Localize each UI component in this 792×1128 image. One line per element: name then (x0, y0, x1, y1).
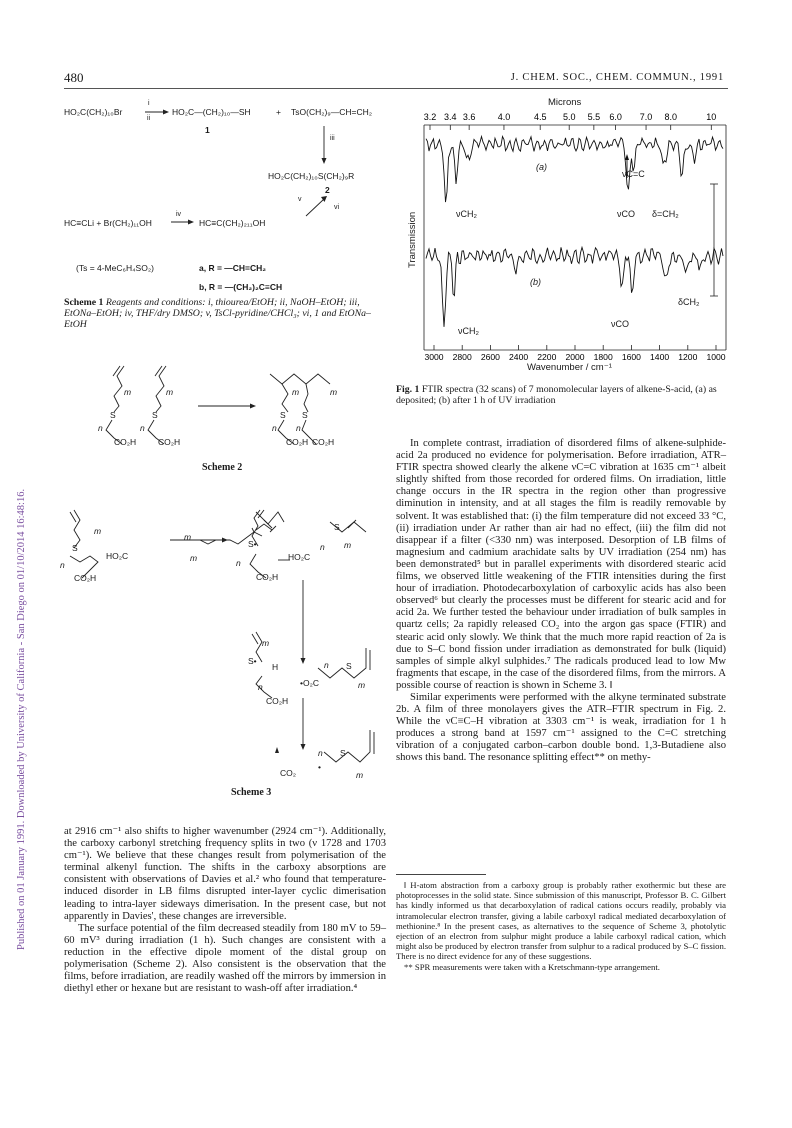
fig1-top-tick-label: 8.0 (664, 112, 677, 122)
compound-2-formula: HO₂C(CH₂)₁₀S(CH₂)₉R (268, 171, 355, 181)
scheme-3-n-1: n (60, 560, 65, 570)
scheme-2-acid-3: CO₂H (286, 437, 309, 447)
fig1-annotation-vco-b: νCO (611, 319, 629, 329)
fig1-bottom-tick-label: 2400 (509, 352, 529, 362)
fig1-bottom-tick-label: 2800 (452, 352, 472, 362)
fig1-bottom-tick-label: 1200 (678, 352, 698, 362)
ftir-spectra-chart (396, 108, 736, 388)
fig1-bottom-tick-label: 2600 (480, 352, 500, 362)
scheme-1-reactant: HO₂C(CH₂)₁₀Br (64, 107, 123, 117)
fig1-bottom-tick-label: 1800 (593, 352, 613, 362)
scheme-2-m-1: m (124, 387, 132, 397)
scheme-2-sulfur-1: S (110, 410, 116, 420)
r-group-b: b, R = —(CH₂)₂C≡CH (199, 282, 283, 292)
scheme-1-plus: + (276, 107, 281, 117)
scheme-1-step-ii: ii (147, 115, 151, 122)
fig1-annotation-vcc: νC=C (622, 169, 645, 179)
left-paragraph-2: The surface potential of the film decreased steadily from 180 mV to 59–60 mV³ during irradiation (1 h). Such changes are consistent with a reduction in the effective dipole moment of the distal group on polymerisation (Scheme 2). Also consistent is the observation that the films, before irradiation, are readily washed off the mirrors by immersion in diethyl ether or hexane but are resistant to wash-off after irradiation.⁴ (64, 922, 386, 995)
download-watermark (0, 0, 30, 1128)
fig1-bottom-tick-label: 1400 (650, 352, 670, 362)
r-group-a: a, R = —CH=CH₂ (199, 263, 267, 273)
scheme-1-alkyne-product: HC≡C(CH₂)₂₁₁OH (199, 218, 266, 228)
scheme-3-m-1: m (94, 526, 102, 536)
scheme-3-n-6: n (318, 748, 323, 758)
scheme-3-co2-released: CO₂ (280, 768, 297, 778)
scheme-3-m-5: m (262, 638, 270, 648)
scheme-3-carboxyl-radical: •O₂C (300, 678, 320, 688)
fig1-top-axis-title: Microns (548, 97, 582, 108)
scheme-1-step-vi: vi (334, 204, 340, 211)
scheme-2-m-2: m (166, 387, 174, 397)
scheme-3-n-2: n (320, 542, 325, 552)
footnotes (396, 880, 726, 972)
scheme-3-acid-2: CO₂H (256, 572, 279, 582)
scheme-3-n-4: n (324, 660, 329, 670)
fig1-caption (396, 384, 726, 406)
scheme-3-title: Scheme 3 (231, 787, 272, 798)
fig1-caption-text: FTIR spectra (32 scans) of 7 monomolecular layers of alkene-S-acid, (a) as deposited; (b) after 1 h of UV irradiation (396, 384, 717, 406)
scheme-1-caption-label: Scheme 1 (64, 297, 104, 308)
fig1-bottom-tick-label: 1000 (706, 352, 726, 362)
spectrum-b (426, 247, 723, 327)
fig1-x-label: Wavenumber / cm⁻¹ (527, 362, 612, 373)
fig1-annotation-dch2-b: δCH₂ (678, 297, 700, 307)
scheme-3-sulfur-4: S (340, 748, 346, 758)
scheme-1-thiol: HO₂C—(CH₂)₁₀—SH (172, 107, 251, 117)
scheme-2-acid-4: CO₂H (312, 437, 335, 447)
fig1-y-label-holder (407, 198, 421, 278)
fig1-annotation-dch2-a: δ=CH₂ (652, 209, 679, 219)
fig1-y-label: Transmission (407, 211, 418, 268)
scheme-2-m-3: m (292, 387, 300, 397)
fig1-top-tick-label: 4.5 (533, 112, 547, 122)
fig1-cc-arrowhead (625, 154, 629, 160)
fig1-top-tick-label: 7.0 (639, 112, 653, 122)
right-paragraph-2: Similar experiments were performed with the alkyne terminated substrate 2b. A film of three monolayers gives the ATR–FTIR spectrum in Fig. 2. While the νC≡C–H vibration at 3303 cm⁻¹ is weak, irradiation for 1 h produces a strong band at 1597 cm⁻¹ assigned to the C=C stretching vibration of a conjugated carbon–carbon double bond. 1,3-Butadiene also shows this band. The resonance splitting effect** on methy- (396, 691, 726, 764)
scheme-3-m-6: m (358, 680, 366, 690)
fig1-bottom-tick-label: 2000 (565, 352, 585, 362)
journal-header: J. CHEM. SOC., CHEM. COMMUN., 1991 (510, 72, 724, 83)
scheme-1-arrows (60, 96, 420, 266)
right-paragraph-1: In complete contrast, irradiation of disordered films of alkene-sulphide-acid 2a produced no evidence for polymerisation. Before irradiation, ATR–FTIR spectra showed clearly the alkene νC=C vibration at 1635 cm⁻¹ albeit slightly shifted from those recorded for ordered films. On irradiation, little change occurs in the IR spectra in the region other than progressive diminution in intensity, and at all stages the film is readily removable by solvent. It was established that: (i) the film temperature did not exceed 33 °C, (ii) irradiation under Ar rather than air had no effect, (iii) the film did not disappear if a filter (<330 nm) was interposed. Desorption of LB films of magnesium and cadmium arachidate salts by UV irradiation (254 nm) has been demonstrated⁵ but in parallel experiments with disordered stearic acid films, we observed little weakening of the FTIR intensities during the first hour of irradiation. Photodecarboxylation of carboxylic acids has also been observed⁶ but clearly the processes must be different for stearic acid and for acid 2a. We further tested the behaviour under irradiation of bulk samples in quartz cells; 2a rapidly released CO₂ into the argon gas space (FTIR) and stearic acid only slowly. We think that the much more rapid reaction of 2a is due to S–C bond fission under irradiation as demonstrated for bulk (liquid) samples of simple alkyl sulphides.⁷ The radicals produced lead to low Mw fragments that escape, in the case of the disordered films, from the mirrors. A possible course of reaction is shown in Scheme 3. ‖ (396, 438, 726, 691)
scheme-2-n-4: n (296, 423, 301, 433)
fig1-top-tick-label: 4.0 (497, 112, 511, 122)
fig1-bottom-tick-label: 3000 (424, 352, 444, 362)
fig1-top-tick-label: 6.0 (609, 112, 622, 122)
compound-label-1: 1 (205, 125, 210, 135)
scheme-3-n-3: n (236, 558, 241, 568)
scheme-3-acid-ho2c: HO₂C (106, 551, 129, 561)
scheme-1-step-iv: iv (176, 211, 182, 218)
scheme-2-n-2: n (140, 423, 145, 433)
scheme-3-m-4: m (344, 540, 352, 550)
left-paragraph-1: at 2916 cm⁻¹ also shifts to higher wavenumber (2924 cm⁻¹). Additionally, the carboxy carbonyl stretching frequency splits in two (ν 1728 and 1703 cm⁻¹). We believe that these changes result from polymerisation of the terminal alkenyl function. The shifts in the carboxy absorptions are consistent with observations of Davies et al.² who found that temperature-induced disorder in LB films disrupted inter-layer cyclic dimerisation leading to intra-layer sideways dimerisation. In the present case, but not apparently in Davies', these changes are irreversible. (64, 826, 386, 922)
fig1-annotation-vch2-b: νCH₂ (458, 326, 479, 336)
fig1-label-a: (a) (536, 162, 547, 172)
scheme-3-m-7: m (356, 770, 364, 780)
scheme-1-step-v: v (298, 196, 302, 203)
fig1-caption-label: Fig. 1 (396, 384, 420, 395)
scheme-3-acid-ho2c-2: HO₂C (288, 552, 311, 562)
tosyl-definition: (Ts = 4-MeC₆H₄SO₂) (76, 263, 154, 273)
fig1-label-b: (b) (530, 277, 541, 287)
fig1-annotation-vco-a: νCO (617, 209, 635, 219)
spectrum-a (426, 137, 723, 203)
scheme-2-acid-1: CO₂H (114, 437, 137, 447)
scheme-3-n-5: n (258, 682, 263, 692)
scheme-2-sulfur-4: S (302, 410, 308, 420)
header-rule (64, 88, 728, 89)
scheme-3-sulfur-radical-2: S• (248, 656, 257, 666)
scheme-3-sulfur-3: S (346, 661, 352, 671)
scheme-1-tosylate: TsO(CH₂)₉—CH=CH₂ (291, 107, 373, 117)
scheme-1-caption (64, 297, 386, 330)
fig1-top-tick-label: 5.5 (587, 112, 601, 122)
footnote-1: ‖ H-atom abstraction from a carboxy group is probably rather exothermic but these are photoprocesses in the solid state. Since submission of this manuscript, Professor B. C. Gilbert has kindly informed us that decarboxylation of radical cations occurs readily, probably via intramolecular electron transfer, giving a labile carboxyl radical mediated decarboxylation of methionine.⁸ In the present cases, as alternatives to the sequence of Scheme 3, photolytic ejection of an electron from sulphur might produce a labile carboxyl radical cation, which might also be produced by electron transfer from sulphur to a radical produced by S–C fission. There is no direct evidence for any of these suggestions. (396, 880, 726, 962)
scheme-3-hydrogen: H (272, 662, 279, 672)
fig1-annotation-vch2-a: νCH₂ (456, 209, 477, 219)
scheme-2-sulfur-2: S (152, 410, 158, 420)
fig1-top-tick-label: 10 (706, 112, 717, 122)
scheme-2-sulfur-3: S (280, 410, 286, 420)
scheme-1-step-iii: iii (330, 135, 335, 142)
scheme-2-title: Scheme 2 (202, 462, 243, 473)
scheme-2-m-4: m (330, 387, 338, 397)
scheme-2-acid-2: CO₂H (158, 437, 181, 447)
fig1-bottom-tick-label: 2200 (537, 352, 557, 362)
scheme-3-m-2: m (184, 532, 192, 542)
fig1-top-tick-label: 3.4 (444, 112, 457, 122)
footnote-2: ** SPR measurements were taken with a Kretschmann-type arrangement. (404, 961, 660, 972)
scheme-3-acid-1: CO₂H (74, 573, 97, 583)
scheme-1-step-i: i (148, 100, 150, 107)
left-column-body (64, 826, 386, 995)
scheme-3-sulfur-2: S (334, 522, 340, 532)
scheme-3-structures (60, 500, 390, 780)
scheme-3-m-3: m (190, 553, 198, 563)
scheme-3-sulfur-radical-1: S• (248, 539, 257, 549)
scheme-1-caption-text: Reagents and conditions: i, thiourea/EtOH; ii, NaOH–EtOH; iii, EtONa–EtOH; iv, THF/dry DMSO; v, TsCl-pyridine/CHCl₃; vi, 1 and EtONa–EtOH (64, 297, 371, 330)
scheme-2-n-1: n (98, 423, 103, 433)
footnote-rule (396, 874, 486, 875)
download-watermark-text: Published on 01 January 1991. Downloaded by University of California - San Diego on 01/10/2014 16:48:16. (16, 488, 27, 950)
scheme-1-alkyne-reactants: HC≡CLi + Br(CH₂)₁₁OH (64, 218, 152, 228)
fig1-bottom-tick-label: 1600 (621, 352, 641, 362)
page-number: 480 (64, 70, 84, 85)
scheme-2-n-3: n (272, 423, 277, 433)
scheme-3-sulfur-1: S (72, 543, 78, 553)
fig1-top-tick-label: 5.0 (562, 112, 576, 122)
fig1-top-tick-label: 3.6 (462, 112, 476, 122)
scheme-3-acid-3: CO₂H (266, 696, 289, 706)
scheme-3-radical-dot: • (318, 762, 321, 772)
right-column-body (396, 438, 726, 765)
compound-label-2: 2 (325, 185, 330, 195)
fig1-top-tick-label: 3.2 (423, 112, 437, 122)
